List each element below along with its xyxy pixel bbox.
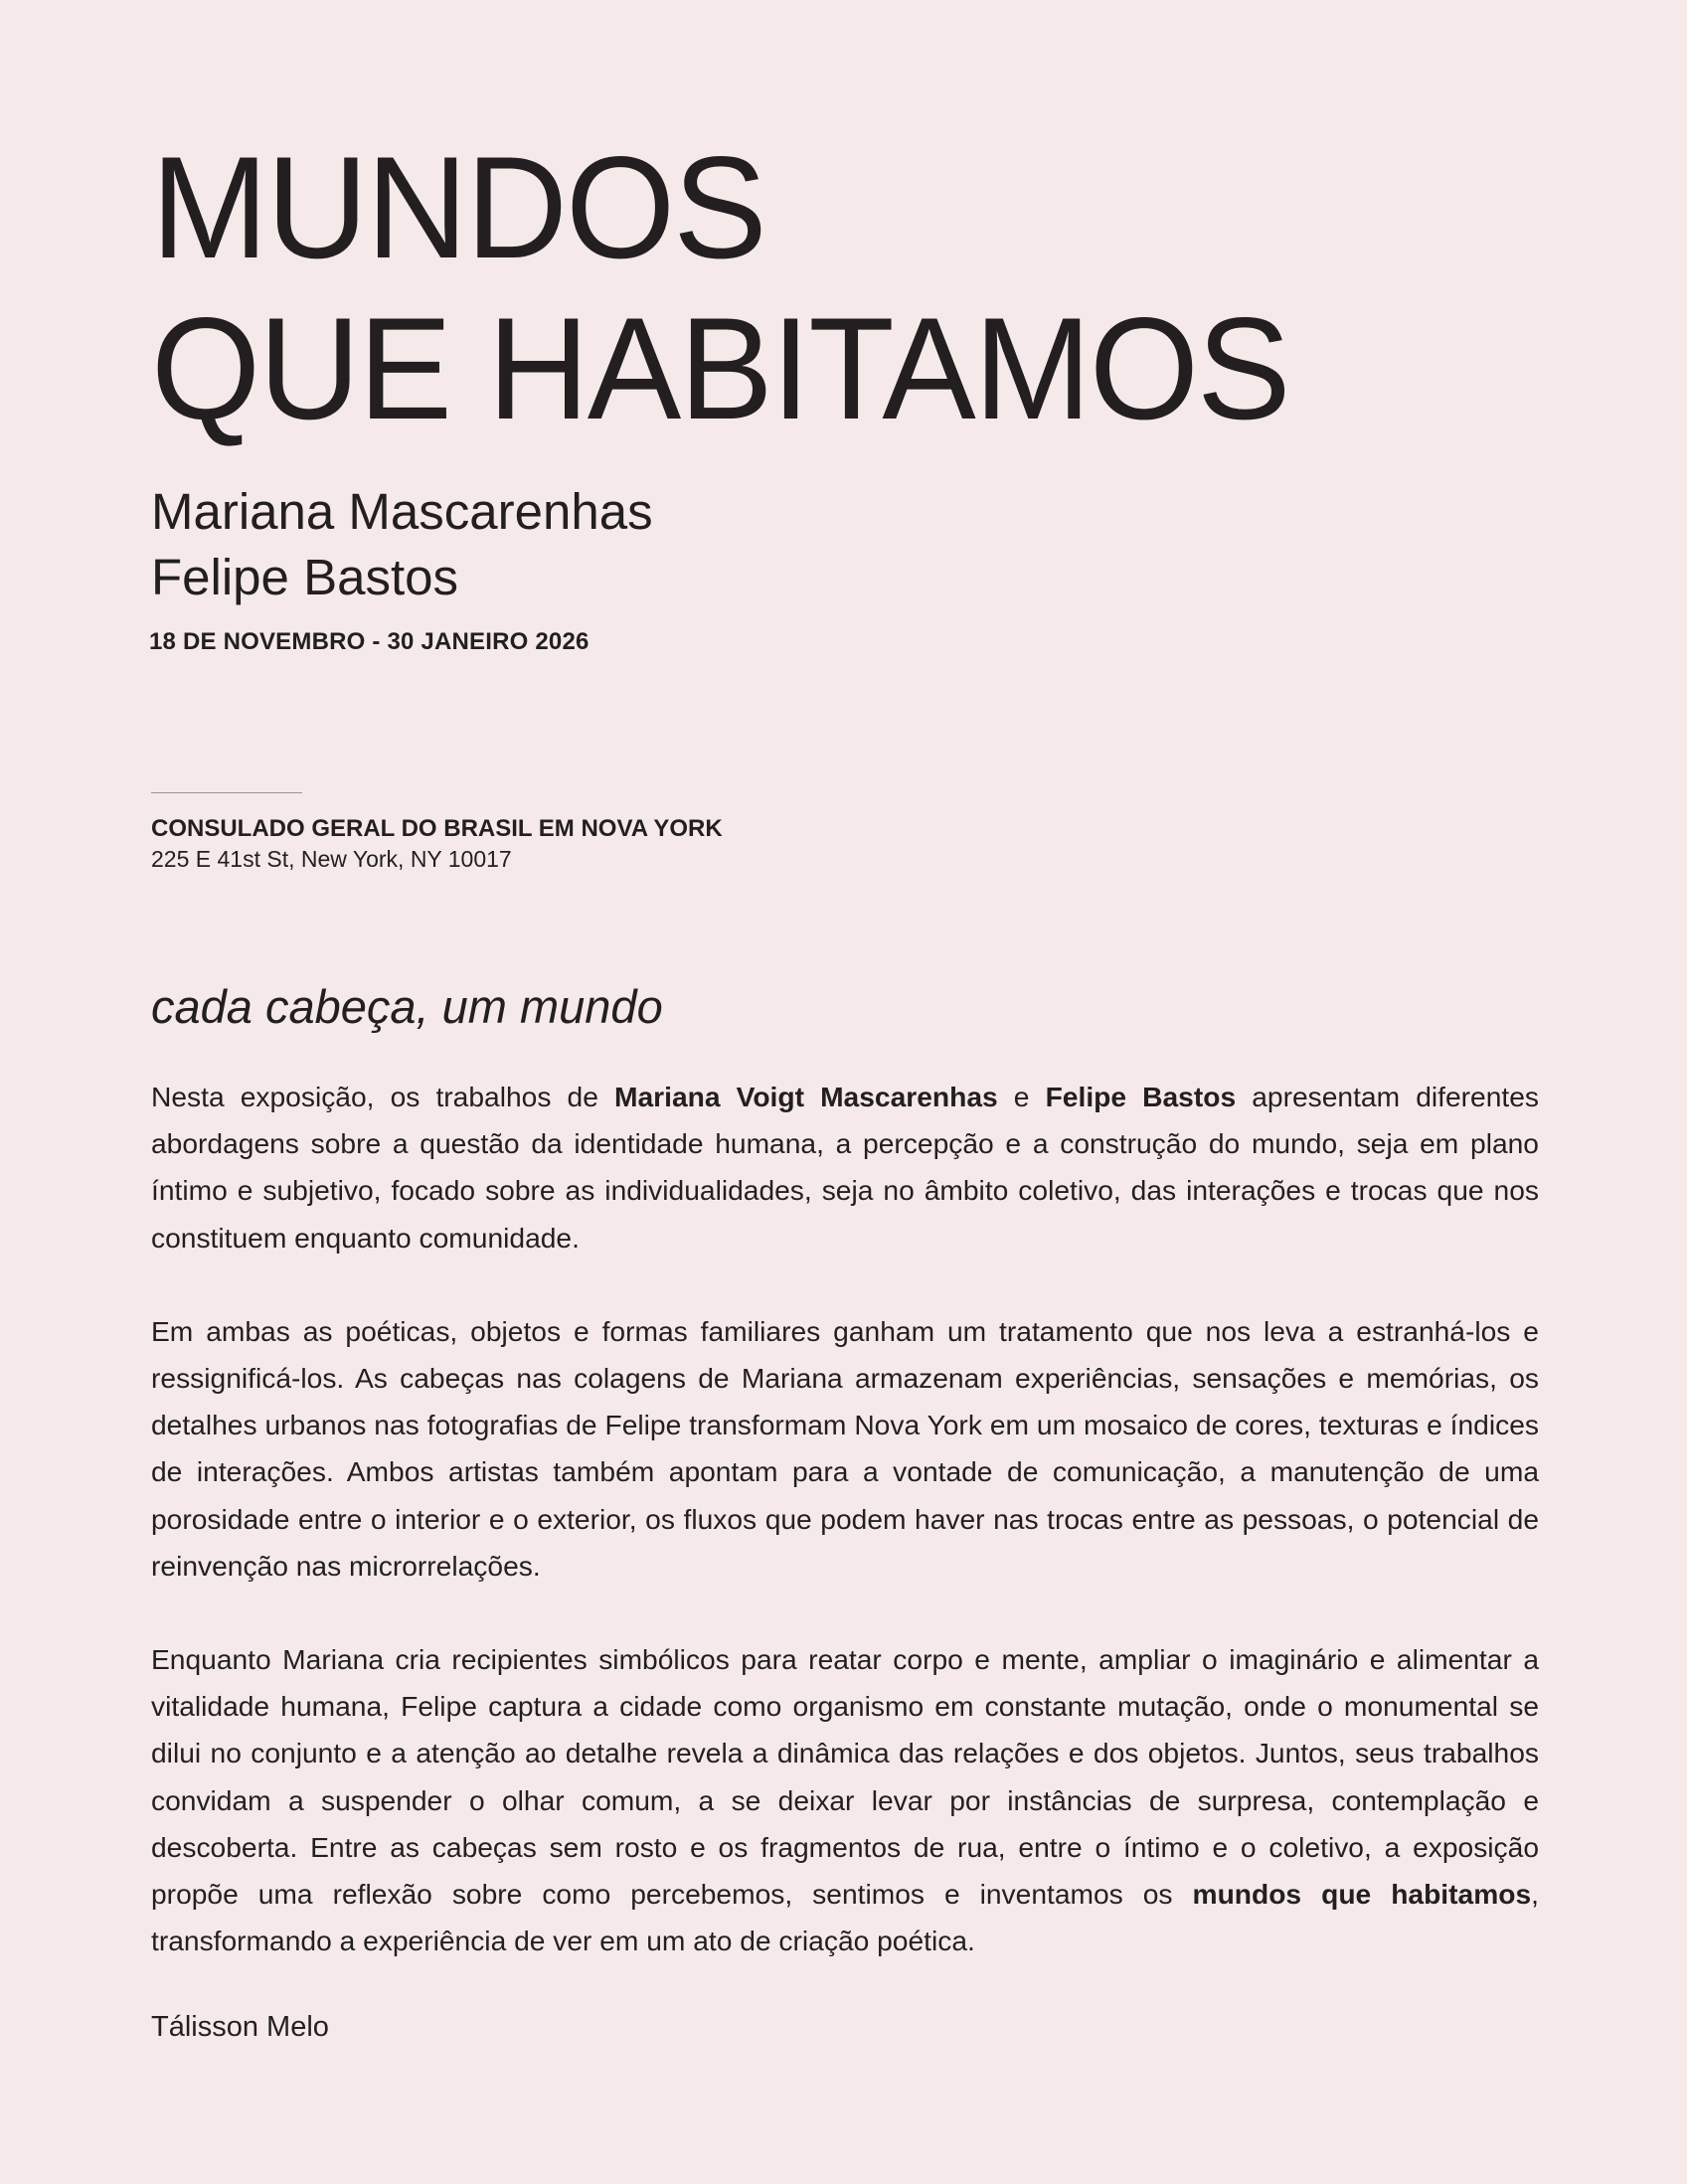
essay-subtitle: cada cabeça, um mundo	[151, 980, 663, 1033]
paragraph-text: , transformando a experiência de ver em um ato de criação poética.	[151, 1878, 1540, 1957]
artist-names	[151, 479, 653, 610]
paragraph-text: Enquanto Mariana cria recipientes simbólicos para reatar corpo e mente, ampliar o imaginário e alimentar a vitalidade humana, Felipe captura a cidade como organismo em constante mutação, onde o monumental se dilui no conjunto e a atenção ao detalhe revela a dinâmica das relações e dos objetos. Juntos, seus trabalhos convidam a suspender o olhar comum, a se deixar levar por instâncias de surpresa, contemplação e descoberta. Entre as cabeças sem rosto e os fragmentos de rua, entre o íntimo e o coletivo, a exposição propõe uma reflexão sobre como percebemos, sentimos e inventamos os	[151, 1643, 1539, 1911]
paragraph	[151, 1636, 1539, 1964]
divider	[151, 792, 302, 793]
title-line-1: MUNDOS	[151, 126, 765, 288]
essay-author: Tálisson Melo	[151, 2011, 329, 2043]
paragraph-text: e	[997, 1081, 1046, 1112]
paragraph	[151, 1074, 1539, 1261]
emphasis-bold: mundos que habitamos	[1192, 1878, 1532, 1911]
paragraph-text: apresentam diferentes abordagens sobre a questão da identidade humana, a percepção e a construção do mundo, seja em plano íntimo e subjetivo, focado sobre as individualidades, seja no âmbito coletivo, das interações e trocas que nos constituem enquanto comunidade.	[151, 1081, 1539, 1254]
title-line-2: QUE HABITAMOS	[151, 287, 1289, 449]
venue-address: 225 E 41st St, New York, NY 10017	[151, 846, 512, 872]
exhibition-dates: 18 DE NOVEMBRO - 30 JANEIRO 2026	[149, 628, 590, 655]
artist-name-bold: Mariana Voigt Mascarenhas	[613, 1081, 998, 1112]
artist-name: Felipe Bastos	[151, 549, 458, 605]
essay-body	[151, 1074, 1539, 2011]
paragraph-text: Nesta exposição, os trabalhos de	[151, 1081, 614, 1112]
paragraph: Em ambas as poéticas, objetos e formas familiares ganham um tratamento que nos leva a estranhá-los e ressignificá-los. As cabeças nas colagens de Mariana armazenam experiências, sensações e memórias, os detalhes urbanos nas fotografias de Felipe transformam Nova York em um mosaico de cores, texturas e índices de interações. Ambos artistas também apontam para a vontade de comunicação, a manutenção de uma porosidade entre o interior e o exterior, os fluxos que podem haver nas trocas entre as pessoas, o potencial de reinvenção nas microrrelações.	[151, 1314, 1539, 1582]
venue-name: CONSULADO GERAL DO BRASIL EM NOVA YORK	[151, 815, 723, 842]
exhibition-title	[151, 127, 1289, 449]
artist-name: Mariana Mascarenhas	[151, 483, 653, 540]
artist-name-bold: Felipe Bastos	[1045, 1081, 1237, 1112]
